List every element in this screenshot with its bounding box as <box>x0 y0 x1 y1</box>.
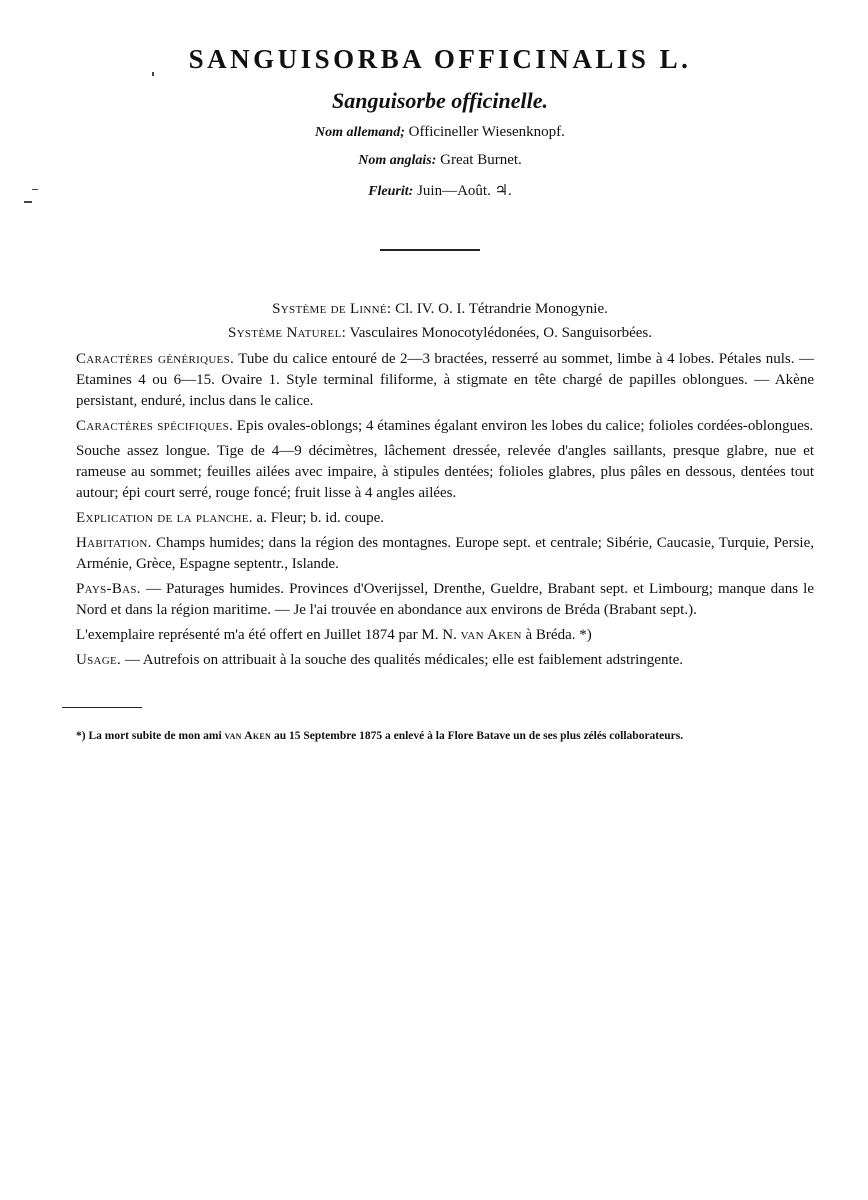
german-name-value: Officineller Wiesenknopf. <box>408 124 565 140</box>
footnote-name: van Aken <box>224 730 272 742</box>
specific-characters-text: Epis ovales-oblongs; 4 étamines égalant environ les lobes du calice; folioles cordées-oblongues. <box>236 418 814 434</box>
footnote <box>76 729 816 743</box>
netherlands-label: Pays-Bas. <box>76 581 141 597</box>
plate-explanation-paragraph <box>76 508 814 529</box>
scan-speck <box>32 189 38 190</box>
footnote-text-after: au 15 Septembre 1875 a enlevé à la Flore Batave un de ses plus zélés collaborateurs. <box>274 730 684 742</box>
footnote-text-before: *) La mort subite de mon ami <box>76 730 222 742</box>
usage-paragraph <box>76 650 814 671</box>
morphology-paragraph <box>76 441 814 504</box>
usage-text: — Autrefois on attribuait à la souche des qualités médicales; elle est faiblement adstringente. <box>124 652 684 668</box>
scan-speck <box>152 72 154 76</box>
habitat-paragraph <box>76 533 814 575</box>
generic-characters-paragraph <box>76 349 814 412</box>
natural-system-value: Vasculaires Monocotylédonées, O. Sanguisorbées. <box>349 325 652 341</box>
linnaean-system-value: Cl. IV. O. I. Tétrandrie Monogynie. <box>395 301 608 317</box>
specimen-text-before: L'exemplaire représenté m'a été offert en Juillet 1874 par M. N. <box>76 627 457 643</box>
specimen-text-after: à Bréda. *) <box>525 627 592 643</box>
natural-system-label: Système Naturel: <box>228 325 347 341</box>
specific-characters-paragraph <box>76 416 814 437</box>
generic-characters-label: Caractères génériques. <box>76 351 235 367</box>
specimen-paragraph <box>76 625 814 646</box>
german-name-line <box>150 124 730 141</box>
description-body <box>76 349 814 675</box>
page-title: SANGUISORBA OFFICINALIS L. <box>188 44 692 74</box>
netherlands-paragraph <box>76 579 814 621</box>
english-name-line <box>150 152 730 169</box>
morphology-text: Souche assez longue. Tige de 4—9 décimètres, lâchement dressée, relevée d'angles saillants, presque glabre, nue et rameuse au sommet; feuilles ailées avec impaire, à stipules dentées; folioles glabres, plus pâles en dessous, dentées tout autour; épi court serré, rouge foncé; fruit lisse à 4 angles ailées. <box>76 443 814 501</box>
page-subtitle: Sanguisorbe officinelle. <box>332 88 548 113</box>
flowering-label: Fleurit: <box>368 184 414 199</box>
generic-characters-text: Tube du calice entouré de 2—3 bractées, resserré au sommet, limbe à 4 lobes. Pétales nuls. — Etamines 4 ou 6—15. Ovaire 1. Style terminal filiforme, à stigmate en tête chargé de papilles oblongues. — Akène persistant, enduré, inclus dans le calice. <box>76 351 814 409</box>
linnaean-system-line <box>120 301 760 318</box>
usage-label: Usage. <box>76 652 122 668</box>
netherlands-text: — Paturages humides. Provinces d'Overijssel, Drenthe, Gueldre, Brabant sept. et Limbourg; manque dans le Nord et dans la région maritime. — Je l'ai trouvée en abondance aux environs de Bréda (Brabant sept.). <box>76 581 814 618</box>
english-name-label: Nom anglais: <box>358 153 437 168</box>
german-name-label: Nom allemand; <box>315 125 405 140</box>
plate-explanation-label: Explication de la planche. <box>76 510 253 526</box>
plate-explanation-text: a. Fleur; b. id. coupe. <box>256 510 385 526</box>
linnaean-system-label: Système de Linné: <box>272 301 392 317</box>
natural-system-line <box>120 325 760 342</box>
english-name-value: Great Burnet. <box>440 152 522 168</box>
specific-characters-label: Caractères spécifiques. <box>76 418 234 434</box>
flowering-value: Juin—Août. ♃. <box>417 183 512 199</box>
footnote-divider <box>62 707 142 708</box>
flowering-line <box>150 181 730 200</box>
section-divider <box>380 249 480 251</box>
specimen-donor-name: van Aken <box>460 627 522 643</box>
habitat-label: Habitation. <box>76 535 152 551</box>
habitat-text: Champs humides; dans la région des montagnes. Europe sept. et centrale; Sibérie, Caucasie, Turquie, Persie, Arménie, Grèce, Espagne septentr., Islande. <box>76 535 814 572</box>
scan-speck <box>24 201 32 203</box>
